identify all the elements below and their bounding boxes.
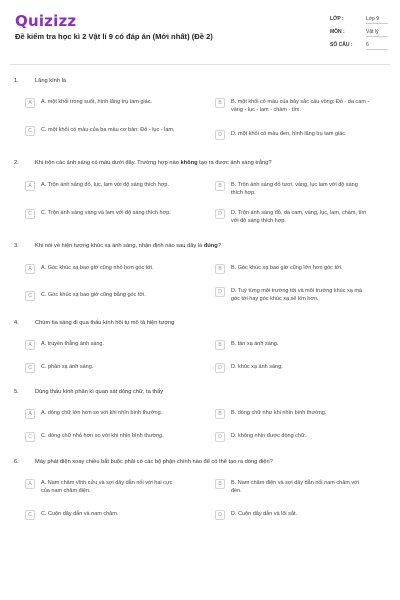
option-text: A. Nam châm vĩnh cửu và sợi dây dẫn nối với hai cực của nam châm điện.	[41, 480, 173, 494]
quizizz-logo[interactable]: Quizizz	[15, 12, 77, 30]
option-text: C. phản xạ ánh sáng.	[41, 364, 94, 370]
option-text: B. tán xạ ánh sáng.	[231, 341, 279, 347]
subject-value: Vật lý	[366, 27, 388, 37]
option-text: B. dòng chữ như khi nhìn bình thường.	[231, 410, 327, 416]
option-letter-box: D	[215, 510, 225, 520]
question-text: Khi trộn các ánh sáng có màu dưới đây. Trường hợp nào không tạo ra được ánh sáng trắng?	[35, 160, 272, 166]
option-letter-box: A	[25, 340, 35, 350]
meta-panel	[330, 12, 388, 51]
option-letter-box: C	[25, 126, 35, 136]
option-text: D. Cuộn dây dẫn và lõi sắt.	[231, 511, 298, 517]
option-letter-box: A	[25, 479, 35, 489]
option-letter-box: D	[215, 130, 225, 140]
meta-count-row	[330, 38, 388, 51]
option-b[interactable]	[215, 264, 371, 274]
option-letter-box: D	[215, 432, 225, 442]
option-letter-box: C	[25, 432, 35, 442]
question-3	[10, 243, 390, 249]
option-d[interactable]	[215, 510, 371, 520]
question-text: Khi nói về hiện tượng khúc xạ ánh sáng, nhận định nào sau đây là đúng?	[35, 243, 221, 249]
option-text: A. Trộn ánh sáng đỏ, lục, lam với độ sáng thích hợp.	[41, 182, 169, 188]
header-divider	[10, 64, 390, 65]
question-number: 6.	[14, 459, 19, 465]
option-b[interactable]	[215, 409, 371, 419]
option-letter-box: A	[25, 264, 35, 274]
option-letter-box: B	[215, 264, 225, 274]
option-c[interactable]	[25, 126, 181, 136]
option-text: B. Góc khúc xạ bao giờ cũng lớn hơn góc tới.	[231, 265, 343, 271]
question-text: Chùm tia sáng đi qua thấu kính hội tụ mô tả hiện tượng	[35, 320, 175, 326]
option-letter-box: B	[215, 340, 225, 350]
option-letter-box: C	[25, 510, 35, 520]
option-b[interactable]	[215, 98, 371, 114]
option-letter-box: B	[215, 98, 225, 108]
question-5	[10, 389, 390, 395]
option-text: D. Trộn ánh sáng đỏ, da cam, vàng, lục, lam, chàm, tím với độ sáng thích hợp.	[231, 210, 367, 224]
option-a[interactable]	[25, 409, 211, 419]
meta-class-row	[330, 12, 388, 25]
option-d[interactable]	[215, 209, 371, 225]
option-text: A. một khối trong suốt, hình lăng trụ tam giác.	[41, 99, 152, 105]
option-letter-box: C	[25, 363, 35, 373]
option-letter-box: B	[215, 479, 225, 489]
option-letter-box: C	[25, 209, 35, 219]
option-text: C. Góc khúc xạ bao giờ cũng bằng góc tới.	[41, 292, 146, 298]
option-text: B. một khối có màu của bảy sắc cầu vồng: Đỏ - da cam - vàng - lục - lam - chàm - tím.	[231, 99, 370, 113]
subject-label: MÔN :	[330, 28, 345, 35]
option-letter-box: A	[25, 409, 35, 419]
question-text: Lăng kính là	[35, 78, 66, 84]
option-d[interactable]	[215, 432, 371, 442]
option-text: A. truyền thẳng ánh sáng.	[41, 341, 104, 347]
option-a[interactable]	[25, 340, 181, 350]
option-text: C. một khối có màu của ba màu cơ bản: Đỏ - lục - lam.	[41, 127, 175, 133]
option-a[interactable]	[25, 181, 181, 191]
option-a[interactable]	[25, 264, 181, 274]
option-letter-box: A	[25, 181, 35, 191]
option-text: C. dòng chữ nhỏ hơn so với khi nhìn bình thường.	[41, 433, 164, 439]
question-number: 1.	[14, 78, 19, 84]
option-text: D. Tuỳ từng môi trường tới và môi trường khúc xạ mà góc tới hay góc khúc xạ sẽ lớn hơn.	[231, 288, 362, 302]
option-b[interactable]	[215, 479, 371, 495]
option-a[interactable]	[25, 479, 181, 495]
option-b[interactable]	[215, 340, 371, 350]
worksheet-title: Đề kiểm tra học kì 2 Vật lí 9 có đáp án (Mới nhất) (Đề 2)	[15, 32, 213, 41]
option-text: C. Cuộn dây dẫn và nam châm.	[41, 511, 119, 517]
option-d[interactable]	[215, 287, 371, 303]
option-c[interactable]	[25, 363, 181, 373]
option-text: B. Trộn ánh sáng đỏ tươi, vàng, lục lam với độ sáng thích hợp.	[231, 182, 358, 196]
option-letter-box: D	[215, 287, 225, 297]
class-label: LỚP :	[330, 15, 344, 22]
question-number: 2.	[14, 160, 19, 166]
question-2	[10, 160, 390, 166]
option-letter-box: B	[215, 409, 225, 419]
option-a[interactable]	[25, 98, 181, 108]
option-d[interactable]	[215, 130, 371, 140]
option-c[interactable]	[25, 209, 181, 219]
option-letter-box: D	[215, 363, 225, 373]
option-text: D. khúc xạ ánh sáng.	[231, 364, 283, 370]
question-6	[10, 459, 390, 465]
option-text: B. Nam châm điện và sợi dây dẫn nối nam châm với đèn.	[231, 480, 359, 494]
question-text: Dùng thấu kính phân kì quan sát dòng chữ, ta thấy	[35, 389, 164, 395]
option-text: A. dòng chữ lớn hơn so với khi nhìn bình thường.	[41, 410, 163, 416]
question-4	[10, 320, 390, 326]
question-count-value: 6	[366, 40, 388, 50]
option-letter-box: C	[25, 291, 35, 301]
question-text: Máy phát điện xoay chiều bắt buộc phải có các bộ phận chính nào để có thể tạo ra dòng điện?	[35, 459, 273, 465]
option-c[interactable]	[25, 510, 181, 520]
option-letter-box: D	[215, 209, 225, 219]
option-letter-box: A	[25, 98, 35, 108]
option-text: C. Trộn ánh sáng vàng và lam với độ sáng thích hợp.	[41, 210, 171, 216]
option-d[interactable]	[215, 363, 371, 373]
class-value: Lớp 9	[366, 14, 388, 24]
option-text: A. Góc khúc xạ bao giờ cũng nhỏ hơn góc tới.	[41, 265, 154, 271]
option-c[interactable]	[25, 432, 211, 442]
option-letter-box: B	[215, 181, 225, 191]
question-number: 4.	[14, 320, 19, 326]
option-b[interactable]	[215, 181, 371, 197]
option-text: D. một khối có màu đen, hình lăng trụ tam giác.	[231, 131, 347, 137]
question-count-label: SỐ CÂU :	[330, 41, 353, 48]
question-1	[10, 78, 390, 84]
option-text: D. không nhìn được dòng chữ.	[231, 433, 307, 439]
meta-subject-row	[330, 25, 388, 38]
question-number: 5.	[14, 389, 19, 395]
question-number: 3.	[14, 243, 19, 249]
option-c[interactable]	[25, 291, 181, 301]
